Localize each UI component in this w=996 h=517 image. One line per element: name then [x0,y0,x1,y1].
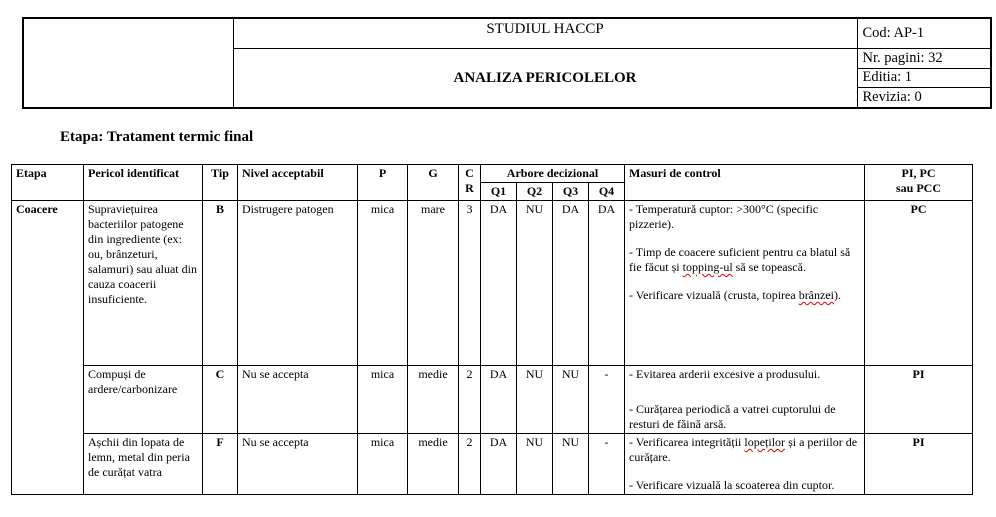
pi-cell: PI [865,366,973,434]
col-p: P [358,165,408,201]
header-edition: Editia: 1 [857,68,991,88]
q1-cell: DA [481,434,517,495]
q2-cell: NU [517,366,553,434]
col-q4: Q4 [589,183,625,201]
g-cell: medie [408,434,459,495]
control-measure: - Timp de coacere suficient pentru ca blatul să fie făcut și topping-ul să se topească. [629,245,851,274]
table-header-row [12,165,973,183]
pi-cell: PC [865,201,973,366]
stage-title: Etapa: Tratament termic final [60,129,254,145]
q1-cell: DA [481,201,517,366]
cr-cell: 3 [459,201,481,366]
col-cr-line2: R [465,181,474,195]
control-measures-cell [625,201,865,366]
logo-cell [23,18,233,108]
header-code: Cod: AP-1 [857,18,991,49]
header-pages: Nr. pagini: 32 [857,49,991,69]
col-cr [459,165,481,201]
control-measure: - Evitarea arderii excesive a produsului. [629,367,821,381]
control-measures-cell [625,434,865,495]
q1-cell: DA [481,366,517,434]
control-measure: - Temperatură cuptor: >300°C (specific pizzerie). [629,202,819,231]
hazard-cell: Supraviețuirea bacteriilor patogene din ingrediente (ex: ou, brânzeturi, salamuri) sau aluat din cauza coacerii insuficiente. [84,201,203,366]
cr-cell: 2 [459,434,481,495]
col-masuri: Masuri de control [625,165,865,201]
p-cell: mica [358,201,408,366]
type-cell: F [203,434,238,495]
header-title-sub: ANALIZA PERICOLELOR [233,49,857,109]
g-cell: medie [408,366,459,434]
type-cell: B [203,201,238,366]
col-arbore: Arbore decizional [481,165,625,183]
cr-cell: 2 [459,366,481,434]
document-header [22,17,992,109]
table-row [12,201,973,366]
hazard-cell: Compuși de ardere/carbonizare [84,366,203,434]
col-nivel: Nivel acceptabil [238,165,358,201]
table-row [12,366,973,434]
q3-cell: NU [553,366,589,434]
col-pi-line2: sau PCC [895,181,941,195]
col-pi [865,165,973,201]
q4-cell: - [589,366,625,434]
col-cr-line1: C [465,166,474,180]
type-cell: C [203,366,238,434]
q3-cell: NU [553,434,589,495]
hazard-cell: Așchii din lopata de lemn, metal din peria de curățat vatra [84,434,203,495]
hazard-analysis-table [11,164,973,495]
stage-cell: Coacere [12,201,84,495]
control-measure: - Curățarea periodică a vatrei cuptorului de resturi de făină arsă. [629,402,836,431]
p-cell: mica [358,434,408,495]
level-cell: Nu se accepta [238,434,358,495]
g-cell: mare [408,201,459,366]
p-cell: mica [358,366,408,434]
q2-cell: NU [517,201,553,366]
control-measures-cell [625,366,865,434]
q4-cell: - [589,434,625,495]
q3-cell: DA [553,201,589,366]
q4-cell: DA [589,201,625,366]
col-g: G [408,165,459,201]
q2-cell: NU [517,434,553,495]
header-revision: Revizia: 0 [857,88,991,108]
col-etapa: Etapa [12,165,84,201]
control-measure: - Verificare vizuală la scoaterea din cuptor. [629,478,835,492]
control-measure: - Verificare vizuală (crusta, topirea brânzei). [629,288,841,302]
header-title-main: STUDIUL HACCP [233,18,857,49]
level-cell: Nu se accepta [238,366,358,434]
level-cell: Distrugere patogen [238,201,358,366]
col-q2: Q2 [517,183,553,201]
col-pi-line1: PI, PC [901,166,936,180]
table-row [12,434,973,495]
col-q3: Q3 [553,183,589,201]
control-measure: - Verificarea integrității lopeților și a periilor de curățare. [629,435,858,464]
col-tip: Tip [203,165,238,201]
pi-cell: PI [865,434,973,495]
col-q1: Q1 [481,183,517,201]
col-pericol: Pericol identificat [84,165,203,201]
